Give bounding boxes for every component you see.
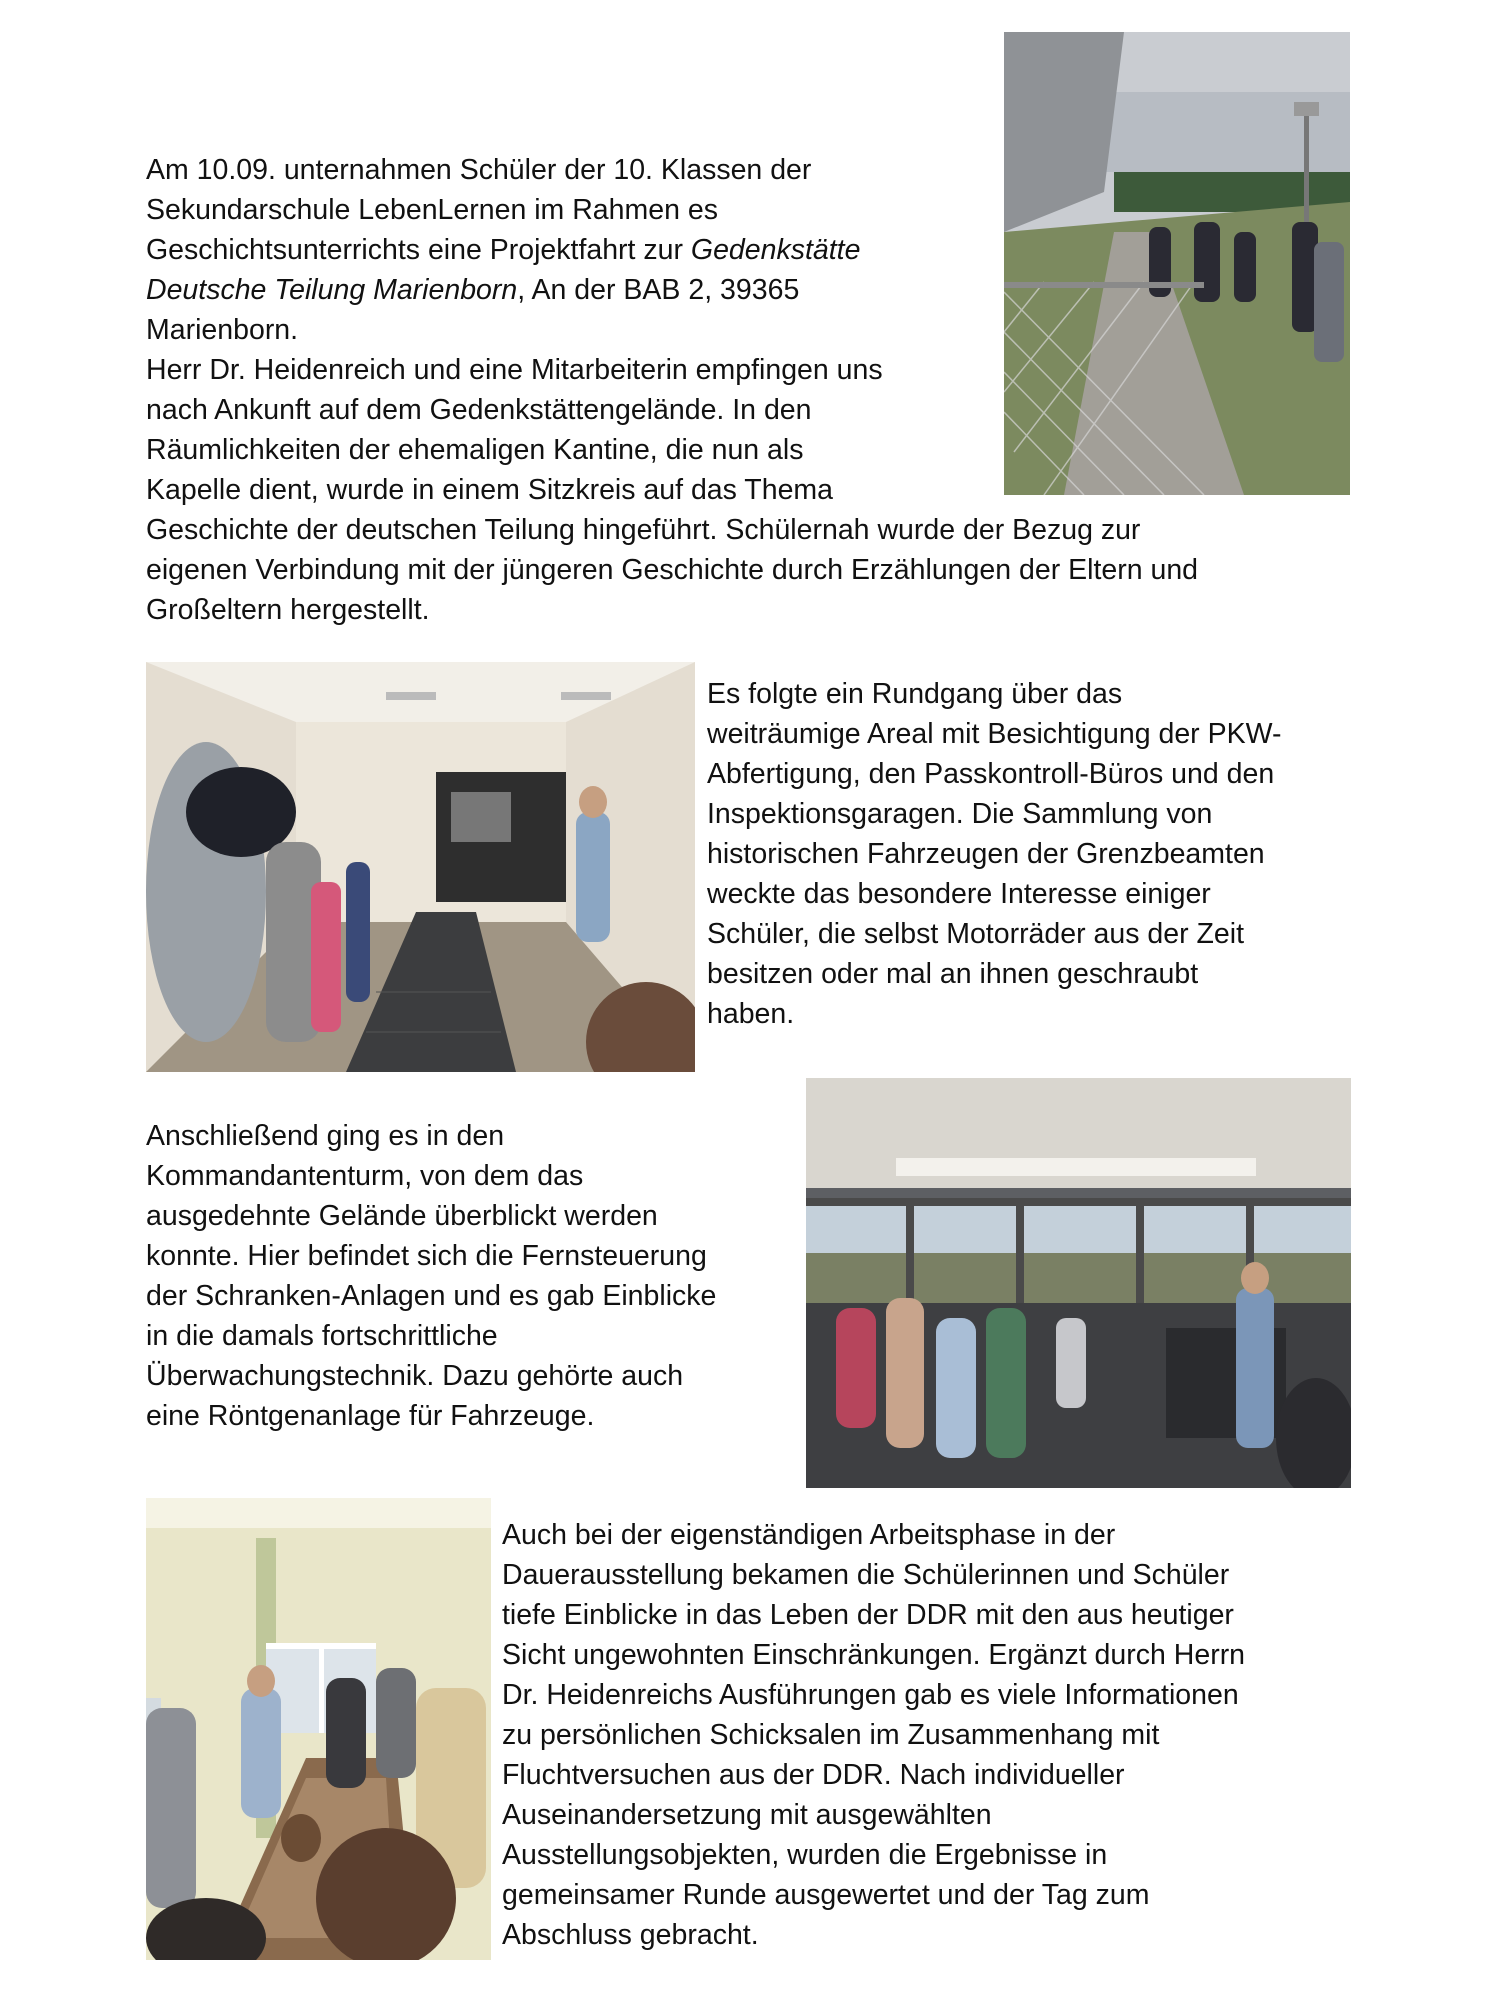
memorial-name: Gedenkstätte [690, 234, 861, 266]
text-line: Abfertigung, den Passkontroll-Büros und den [707, 758, 1275, 790]
text-line: tiefe Einblicke in das Leben der DDR mit den aus heutiger [502, 1599, 1234, 1631]
text-line: Herr Dr. Heidenreich und eine Mitarbeiterin empfingen uns [146, 354, 883, 386]
students-at-exhibition-photo [146, 1498, 491, 1960]
text-line: Großeltern hergestellt. [146, 594, 430, 626]
text-line: besitzen oder mal an ihnen geschraubt [707, 958, 1199, 990]
text-line: eine Röntgenanlage für Fahrzeuge. [146, 1400, 595, 1432]
text-line: eigenen Verbindung mit der jüngeren Geschichte durch Erzählungen der Eltern und [146, 554, 1199, 586]
text-line: Kapelle dient, wurde in einem Sitzkreis auf das Thema [146, 474, 834, 506]
text-line: Auch bei der eigenständigen Arbeitsphase in der [502, 1519, 1116, 1551]
text-line: Anschließend ging es in den [146, 1120, 505, 1152]
text-line: gemeinsamer Runde ausgewertet und der Tag zum [502, 1879, 1150, 1911]
tour-paragraph [707, 674, 1347, 1034]
text-line: weiträumige Areal mit Besichtigung der PKW- [707, 718, 1282, 750]
text-line: in die damals fortschrittliche [146, 1320, 498, 1352]
students-in-hall-photo [146, 662, 695, 1072]
text-line: Deutsche Teilung Marienborn, An der BAB 2, 39365 [146, 274, 800, 306]
text-line: Dr. Heidenreichs Ausführungen gab es viele Informationen [502, 1679, 1239, 1711]
text-line: Geschichtsunterrichts eine Projektfahrt zur Gedenkstätte [146, 234, 861, 266]
students-walking-photo [1004, 32, 1350, 495]
students-in-tower-photo [806, 1078, 1351, 1488]
text-line: zu persönlichen Schicksalen im Zusammenhang mit [502, 1719, 1160, 1751]
text-line: Ausstellungsobjekten, wurden die Ergebnisse in [502, 1839, 1108, 1871]
text-line: ausgedehnte Gelände überblickt werden [146, 1200, 658, 1232]
exhibition-paragraph [502, 1515, 1362, 1955]
text-line: Es folgte ein Rundgang über das [707, 678, 1123, 710]
tower-paragraph [146, 1116, 796, 1436]
text-line: weckte das besondere Interesse einiger [707, 878, 1211, 910]
text-line: historischen Fahrzeugen der Grenzbeamten [707, 838, 1265, 870]
text-line: Am 10.09. unternahmen Schüler der 10. Klassen der [146, 154, 812, 186]
text-line: nach Ankunft auf dem Gedenkstättengelände. In den [146, 394, 812, 426]
text-line: Abschluss gebracht. [502, 1919, 759, 1951]
memorial-name: Deutsche Teilung Marienborn [146, 274, 518, 306]
text-line: Inspektionsgaragen. Die Sammlung von [707, 798, 1213, 830]
text-line: Überwachungstechnik. Dazu gehörte auch [146, 1360, 684, 1392]
text-line: haben. [707, 998, 795, 1030]
text-line: Auseinandersetzung mit ausgewählten [502, 1799, 992, 1831]
text-line: Schüler, die selbst Motorräder aus der Zeit [707, 918, 1245, 950]
text-line: Fluchtversuchen aus der DDR. Nach individueller [502, 1759, 1125, 1791]
text-line: Sekundarschule LebenLernen im Rahmen es [146, 194, 718, 226]
text-line: Marienborn. [146, 314, 299, 346]
text-line: konnte. Hier befindet sich die Fernsteuerung [146, 1240, 707, 1272]
text-line: Dauerausstellung bekamen die Schülerinnen und Schüler [502, 1559, 1230, 1591]
text-line: der Schranken-Anlagen und es gab Einblicke [146, 1280, 717, 1312]
text-line: Geschichte der deutschen Teilung hingeführt. Schülernah wurde der Bezug zur [146, 514, 1141, 546]
text-line: Kommandantenturm, von dem das [146, 1160, 584, 1192]
text-line: Räumlichkeiten der ehemaligen Kantine, die nun als [146, 434, 804, 466]
text-line: Sicht ungewohnten Einschränkungen. Ergänzt durch Herrn [502, 1639, 1246, 1671]
